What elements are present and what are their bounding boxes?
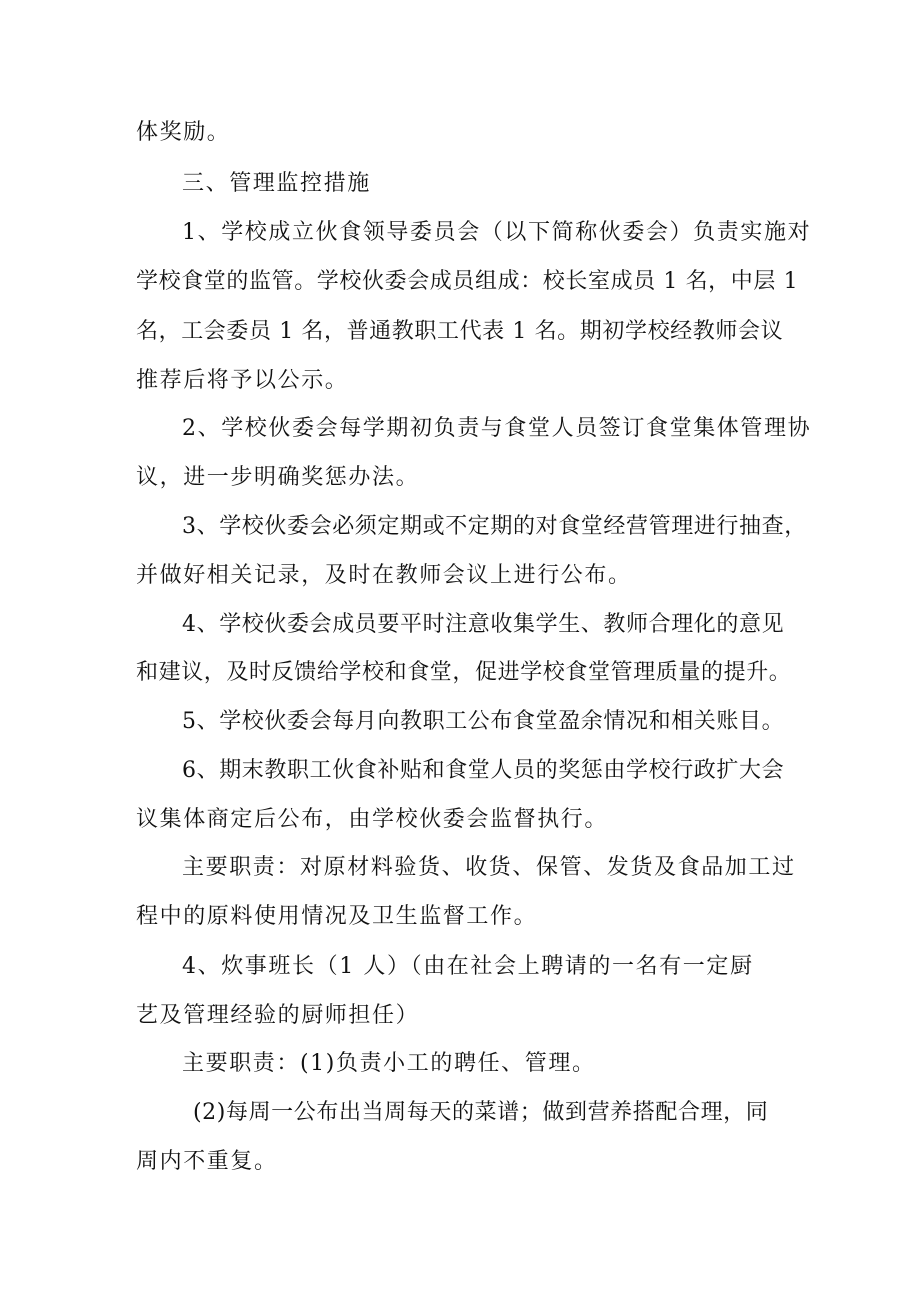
text-line: 2、学校伙委会每学期初负责与食堂人员签订食堂集体管理协	[182, 416, 812, 441]
text-line: 3、学校伙委会必须定期或不定期的对食堂经营管理进行抽查，	[182, 514, 807, 539]
text-line: 体奖励。	[136, 120, 231, 145]
text-line: 1、学校成立伙食领导委员会（以下简称伙委会）负责实施对	[182, 220, 812, 245]
text-line: 6、期末教职工伙食补贴和食堂人员的奖惩由学校行政扩大会	[182, 758, 785, 783]
text-line: 4、炊事班长（1 人）（由在社会上聘请的一名有一定厨	[182, 954, 754, 979]
text-line: 并做好相关记录，及时在教师会议上进行公布。	[136, 563, 632, 588]
text-line: 艺及管理经验的厨师担任）	[136, 1003, 420, 1028]
text-line: 程中的原料使用情况及卫生监督工作。	[136, 904, 538, 929]
section-heading: 三、管理监控措施	[182, 171, 371, 196]
text-line: 议集体商定后公布，由学校伙委会监督执行。	[136, 807, 609, 832]
text-line: 5、学校伙委会每月向教职工公布食堂盈余情况和相关账目。	[182, 709, 785, 734]
text-line: 主要职责：(1)负责小工的聘任、管理。	[182, 1051, 596, 1076]
text-line: 推荐后将予以公示。	[136, 368, 349, 393]
text-line: (2)每周一公布出当周每天的菜谱；做到营养搭配合理，同	[193, 1100, 769, 1125]
text-line: 和建议，及时反馈给学校和食堂，促进学校食堂管理质量的提升。	[136, 660, 792, 685]
text-line: 4、学校伙委会成员要平时注意收集学生、教师合理化的意见	[182, 612, 785, 637]
text-line: 周内不重复。	[136, 1149, 278, 1174]
text-line: 主要职责：对原材料验货、收货、保管、发货及食品加工过	[182, 855, 796, 880]
text-line: 名，工会委员 1 名，普通教职工代表 1 名。期初学校经教师会议	[136, 319, 784, 344]
text-line: 议，进一步明确奖惩办法。	[136, 465, 420, 490]
text-line: 学校食堂的监管。学校伙委会成员组成：校长室成员 1 名，中层 1	[136, 269, 799, 294]
